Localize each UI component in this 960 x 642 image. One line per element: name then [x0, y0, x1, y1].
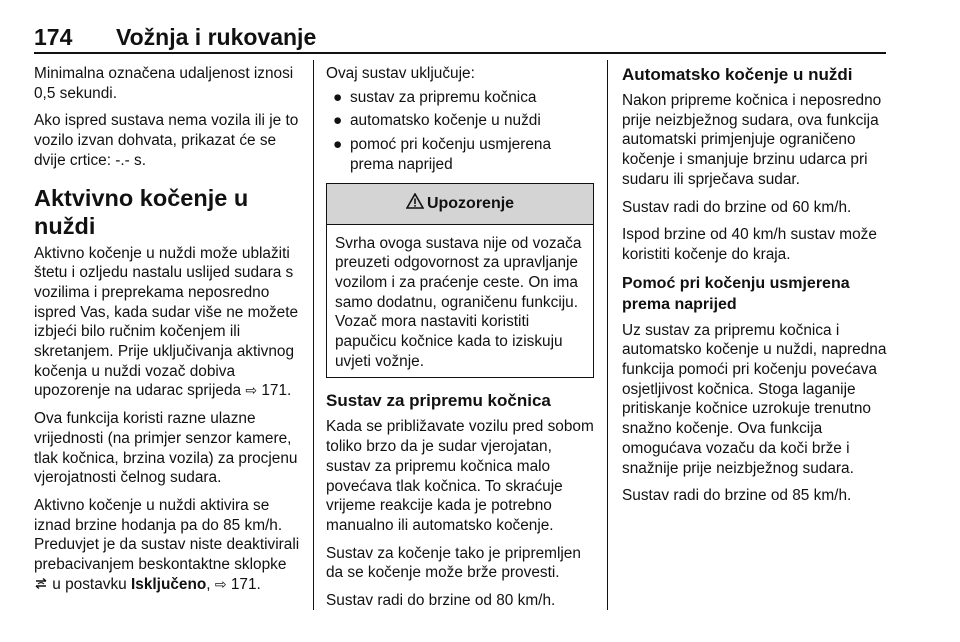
section-heading: Pomoć pri kočenju usmjerena prema naprijed [622, 274, 850, 313]
list-item: ● sustav za pripremu kočnica [333, 88, 537, 106]
paragraph: Ako ispred sustava nema vozila ili je to vozilo izvan dohvata, prikazat će se dvije crtice: -.- s. [34, 112, 299, 169]
contactless-switch-icon [34, 576, 48, 593]
warning-title: Upozorenje [426, 194, 515, 212]
section-heading: Aktvivno kočenje u nuždi [34, 184, 249, 239]
page-reference[interactable]: 171. [230, 575, 261, 593]
paragraph: Ovaj sustav uključuje: [326, 65, 475, 82]
page-number: 174 [34, 24, 73, 50]
paragraph: Ispod brzine od 40 km/h sustav može koristiti kočenje do kraja. [622, 226, 877, 263]
column-2 [326, 64, 594, 619]
column-3 [622, 64, 892, 514]
paragraph: Ova funkcija koristi razne ulazne vrijednosti (na primjer senzor kamere, tlak kočnica, brzina vozila) za procjenu vjerojatnosti čelnog sudara. [34, 410, 298, 487]
paragraph: Uz sustav za pripremu kočnica i automatsko kočenje u nuždi, napredna funkcija pomoći pri kočenju povećava osjetljivost kočnica. Stoga laganije pritiskanje kočnice uzrokuje trenutno snažno kočenje. Ova funkcija omogućava vozaču da koči brže i snažnije prije neizbježnog sudara. [622, 321, 887, 477]
warning-header [327, 184, 593, 225]
paragraph: Sustav radi do brzine od 80 km/h. [326, 592, 556, 610]
column-divider-2 [607, 60, 608, 610]
paragraph: Sustav za kočenje tako je pripremljen da se kočenje može brže provesti. [326, 544, 581, 582]
page-ref-arrow-icon: ⇨ [245, 382, 258, 399]
warning-triangle-icon [406, 193, 427, 215]
section-heading: Automatsko kočenje u nuždi [622, 65, 853, 84]
page-reference[interactable]: 171. [261, 382, 292, 400]
page-header-title: Vožnja i rukovanje [116, 24, 317, 50]
bullet-list [326, 88, 594, 175]
setting-off-label: Isključeno [131, 575, 207, 593]
column-1 [34, 64, 304, 602]
warning-box [326, 183, 594, 379]
paragraph: Kada se približavate vozilu pred sobom toliko brzo da je sudar vjerojatan, sustav za pripremu kočnica malo povećava tlak kočnica. To skraćuje vrijeme reakcije kada je potrebno manualno ili automatsko kočenje. [326, 418, 594, 534]
page-ref-arrow-icon: ⇨ [214, 575, 227, 592]
paragraph: Sustav radi do brzine od 85 km/h. [622, 487, 852, 505]
column-divider-1 [313, 60, 314, 610]
list-item: ● automatsko kočenje u nuždi [333, 112, 541, 130]
list-item: ● pomoć pri kočenju usmjerena prema naprijed [333, 136, 552, 173]
paragraph: Aktivno kočenje u nuždi može ublažiti štetu i ozljedu nastalu uslijed sudara s vozilima i preprekama neposredno ispred Vas, kada sudar više ne možete izbjeći bilo ručnim kočenjem ili skretanjem. Prije uključivanja aktivnog kočenja u nuždi vozač dobiva upozorenje na udarac sprijeda ⇨ 171. [34, 244, 299, 400]
paragraph: Nakon pripreme kočnica i neposredno prije neizbježnog sudara, ova funkcija automatski primjenjuje ograničeno kočenje i smanjuje brzinu udarca pri sudaru ili sprječava sudar. [622, 92, 882, 188]
paragraph: Minimalna označena udaljenost iznosi 0,5 sekundi. [34, 65, 294, 102]
header-divider [34, 52, 886, 54]
paragraph: Aktivno kočenje u nuždi aktivira se iznad brzine hodanja pa do 85 km/h. Preduvjet je da sustav niste deaktivirali prebacivanjem beskontaktne sklopke u postavku Isključeno, ⇨ 171. [34, 496, 300, 593]
section-heading: Sustav za pripremu kočnica [326, 391, 551, 411]
warning-text: Svrha ovoga sustava nije od vozača preuzeti odgovornost za upravljanje vozilom i za praćenje ceste. On ima samo dodatnu, ograničenu funkciju. Vozač mora nastaviti koristiti papučicu kočnice kada to iziskuju uvjeti vožnje. [335, 234, 582, 370]
paragraph: Sustav radi do brzine od 60 km/h. [622, 198, 852, 216]
